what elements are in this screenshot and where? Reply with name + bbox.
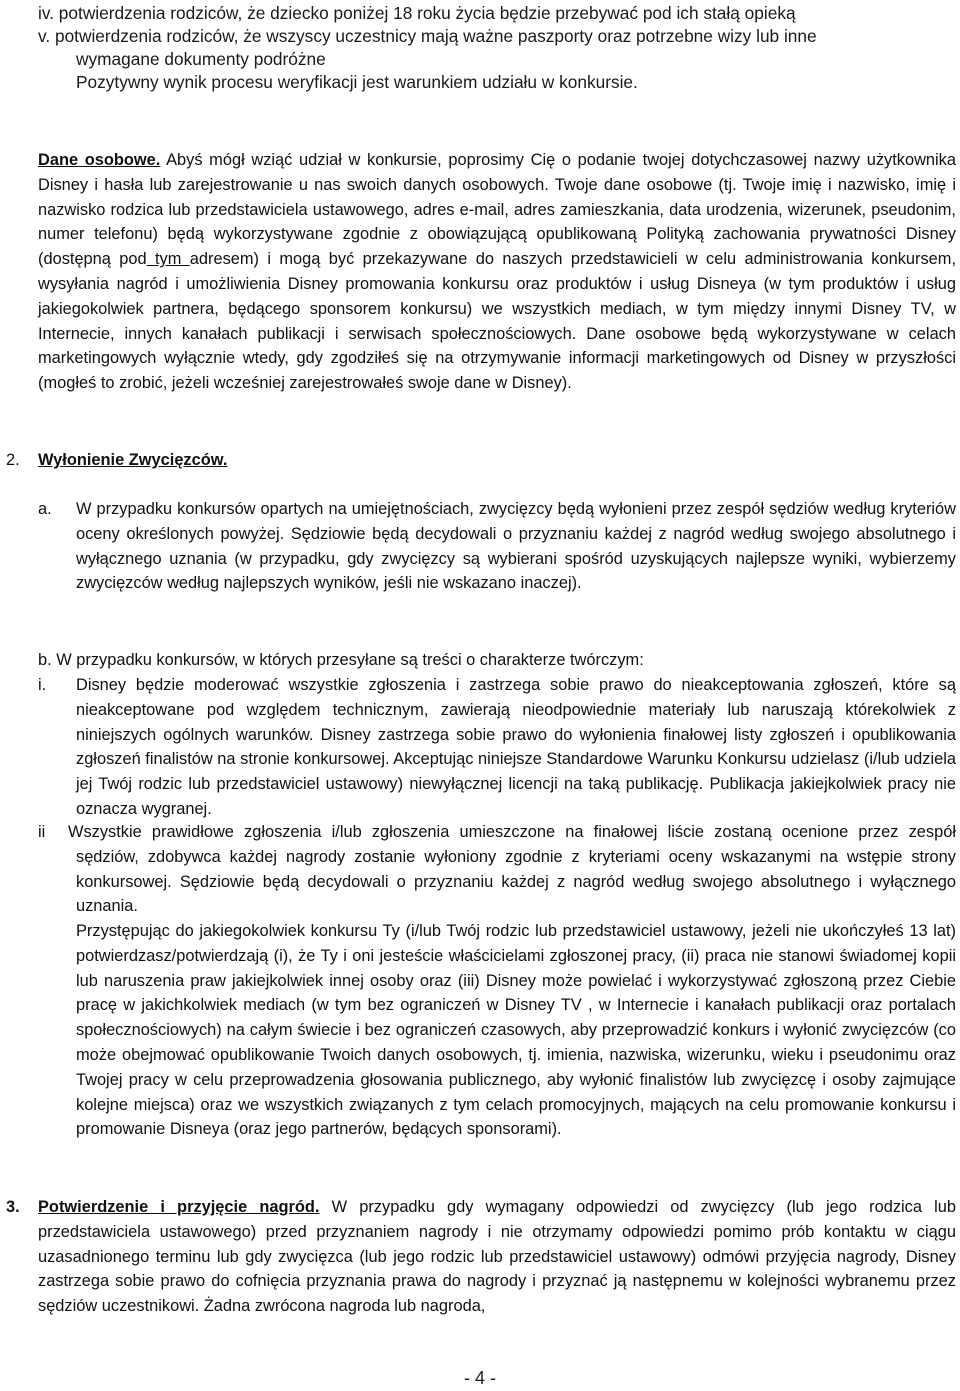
verification-result: Pozytywny wynik procesu weryfikacji jest warunkiem udziału w konkursie. xyxy=(76,72,638,92)
section-2-title xyxy=(38,448,227,473)
section-3-paragraph xyxy=(38,1195,956,1319)
section-3-text: W przypadku gdy wymagany odpowiedzi od zwycięzcy (lub jego rodzica lub przedstawiciela ustawowego) przed przyznaniem nagrody i nie otrzymamy odpowiedzi pomimo prób kontaktu w ciągu uzasadnionego terminu lub gdy zwycięzca (lub jego rodzic lub przedstawiciel ustawowy) odmówi przyjęcia nagrody, Disney zastrzega sobie prawo do cofnięcia przyznania prawa do nagrody i przyznać ją następnemu w kolejności wybranemu przez sędziów uczestnikowi. Żadna zwrócona nagroda lub nagroda, xyxy=(38,1198,956,1316)
item-i-text: Disney będzie moderować wszystkie zgłoszenia i zastrzega sobie prawo do nieakceptowania zgłoszeń, które są nieakceptowane pod względem technicznym, zawierają nieodpowiednie materiały lub naruszają którekolwiek z niniejszych ogólnych warunków. Disney zastrzega sobie prawo do wyłonienia finałowej listy zgłoszeń i opublikowania zgłoszeń finalistów na stronie konkursowej. Akceptując niniejsze Standardowe Warunku Konkursu udzielasz (i/lub udziela jej Twój rodzic lub przedstawiciel ustawowy) niewyłącznej licencji na taką publikację. Publikacja jakiejkolwiek pracy nie oznacza wygranej. xyxy=(76,676,956,818)
item-a-label: a. xyxy=(38,500,52,518)
item-i-label: i. xyxy=(38,676,47,694)
item-a-text: W przypadku konkursów opartych na umiejętnościach, zwycięzcy będą wyłonieni przez zespół sędziów według kryteriów oceny określonych powyżej. Sędziowie będą decydowali o przyznaniu każdej z nagród według swojego absolutnego i wyłącznego uznania (w przypadku, gdy zwycięzcy są wybierani spośród uzyskujących najlepsze wyniki, wybierzemy zwycięzców według najlepszych wyników, jeśli nie wskazano inaczej). xyxy=(76,500,956,593)
list-item-iv: iv. potwierdzenia rodziców, że dziecko poniżej 18 roku życia będzie przebywać pod ich stałą opieką xyxy=(38,3,796,23)
personal-data-heading: Dane osobowe. xyxy=(38,151,161,169)
section-3-number: 3. xyxy=(6,1198,20,1216)
item-ii-text xyxy=(68,820,956,919)
item-ii-text-1: Wszystkie prawidłowe zgłoszenia i/lub zgłoszenia umieszczone na finałowej liście zostaną ocenione przez zespół sędziów, zdobywca każdej nagrody zostanie wyłoniony zgodnie z kryteriami oceny wskazanymi na wstępie strony konkursowej. Sędziowie będą decydowali o przyznaniu każdej z nagród według swojego absolutnego i wyłącznego uznania. xyxy=(68,823,956,916)
page-number: - 4 - xyxy=(463,1368,496,1388)
item-b-line: b. W przypadku konkursów, w których przesyłane są treści o charakterze twórczym: xyxy=(38,651,644,669)
list-item-v: v. potwierdzenia rodziców, że wszyscy uczestnicy mają ważne paszporty oraz potrzebne wizy lub inne xyxy=(38,26,817,46)
privacy-policy-link[interactable]: tym xyxy=(146,250,190,269)
personal-data-text-2: adresem) i mogą być przekazywane do naszych przedstawicieli w celu administrowania konkursem, wysyłania nagród i umożliwienia Disney promowania konkursu oraz produktów i usług Disneya (w tym produktów i usług jakiegokolwiek partnera, będącego sponsorem konkursu) we wszystkich mediach, w tym między innymi Disney TV, w Internecie, innych kanałach publikacji i serwisach społecznościowych. Dane osobowe będą wykorzystywane w celach marketingowych wyłącznie wtedy, gdy zgodziłeś się na otrzymywanie informacji marketingowych od Disney w przyszłości (mogłeś to zrobić, jeżeli wcześniej zarejestrowałeś swoje dane w Disney). xyxy=(38,250,956,393)
personal-data-text: Abyś mógł wziąć udział w konkursie, poprosimy Cię o podanie twojej dotychczasowej nazwy użytkownika Disney i hasła lub zarejestrowanie u nas swoich danych osobowych. Twoje dane osobowe (tj. Twoje imię i nazwisko, imię i nazwisko rodzica lub przedstawiciela ustawowego, adres e-mail, adres zamieszkania, data urodzenia, wizerunek, pseudonim, numer telefonu) będą wykorzystywane zgodnie z obowiązującą opublikowaną Polityką zachowania prywatności Disney (dostępną pod xyxy=(38,151,956,269)
item-ii-text-2: Przystępując do jakiegokolwiek konkursu Ty (i/lub Twój rodzic lub przedstawiciel ustawowy, jeżeli nie ukończyłeś 13 lat) potwierdzasz/potwierdzają (i), że Ty i oni jesteście właścicielami zgłoszonej pracy, (ii) praca nie stanowi świadomej kopii lub naruszenia praw jakiejkolwiek innej osoby oraz (iii) Disney może powielać i wykorzystywać zgłoszoną przez Ciebie pracę w jakichkolwiek mediach (w tym bez ograniczeń w Disney TV , w Internecie i kanałach publikacji oraz portalach społecznościowych) na całym świecie i bez ograniczeń czasowych, aby przeprowadzić konkurs i wyłonić zwycięzców (co może obejmować opublikowanie Twoich danych osobowych, tj. imienia, nazwiska, wizerunku, wieku i pseudonimu oraz Twojej pracy w celu przeprowadzenia głosowania publicznego, aby wyłonić finalistów lub zwycięzcę i osoby zajmujące kolejne miejsca) oraz we wszystkich związanych z tym celach promocyjnych, mających na celu promowanie konkursu i promowanie Disneya (oraz jego partnerów, będących sponsorami). xyxy=(76,922,956,1139)
section-2-title-text: Wyłonienie Zwycięzców. xyxy=(38,451,228,469)
section-3-title: Potwierdzenie i przyjęcie nagród. xyxy=(38,1198,320,1216)
section-2-number: 2. xyxy=(6,451,20,469)
list-item-v-cont: wymagane dokumenty podróżne xyxy=(76,49,326,69)
top-list xyxy=(38,2,960,94)
personal-data-paragraph xyxy=(38,148,956,396)
item-ii-label: ii xyxy=(38,823,46,841)
